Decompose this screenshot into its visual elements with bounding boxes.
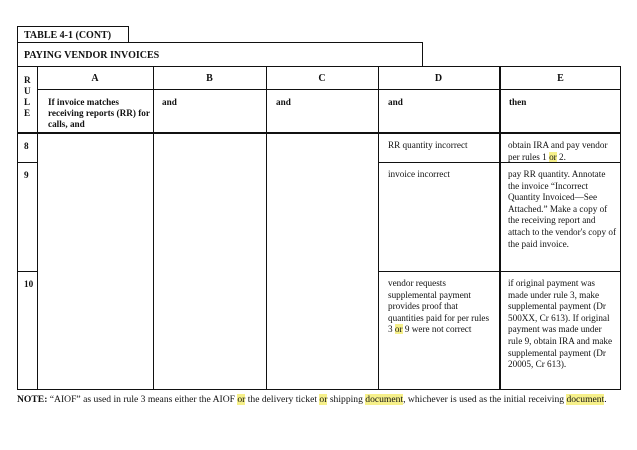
- rule-number: 9: [24, 170, 29, 180]
- row-8-action: obtain IRA and pay vendor per rules 1 or 2.: [508, 140, 608, 162]
- highlight: document: [365, 394, 404, 405]
- column-b-header: and: [162, 97, 177, 107]
- rule-letter: R: [24, 75, 31, 85]
- row-divider: [378, 271, 620, 272]
- column-e-header: then: [509, 97, 527, 107]
- column-c-header: and: [276, 97, 291, 107]
- highlight: or: [319, 394, 328, 405]
- row-divider: [18, 162, 37, 163]
- column-divider: [266, 67, 267, 389]
- column-letter-d: D: [434, 73, 443, 84]
- rule-number: 8: [24, 141, 29, 151]
- column-divider: [37, 67, 38, 389]
- row-10-condition-d: vendor requests supplemental payment provides proof that quantities paid for per rules 3 or 9 were not correct: [388, 278, 490, 335]
- column-a-header: If invoice matches receiving reports (RR) for calls, and: [48, 97, 150, 129]
- column-divider: [378, 67, 379, 389]
- table-title: PAYING VENDOR INVOICES: [17, 42, 423, 66]
- row-9-action: pay RR quantity. Annotate the invoice “Incorrect Quantity Invoiced—See Attached.” Make a copy of the receiving report and attach to the vendor's copy of the paid invoice.: [508, 169, 617, 249]
- column-letter-c: C: [318, 73, 326, 84]
- row-8-condition-d: RR quantity incorrect: [388, 140, 468, 150]
- table-number-label: TABLE 4-1 (CONT): [17, 26, 129, 42]
- column-divider: [499, 67, 501, 389]
- row-10-action: if original payment was made under rule 3, make supplemental payment (Dr 500XX, Cr 613). If original payment was made under rule 9, obtain IRA and make supplemental payment (Dr 20005, Cr 613).: [508, 278, 613, 370]
- column-divider: [153, 67, 154, 389]
- row-divider: [18, 271, 37, 272]
- column-letter-e: E: [557, 73, 564, 84]
- column-letter-a: A: [91, 73, 99, 84]
- row-9-condition-d: invoice incorrect: [388, 169, 450, 179]
- rule-letter: U: [24, 86, 31, 96]
- column-d-header: and: [388, 97, 403, 107]
- table-note: NOTE: “AIOF” as used in rule 3 means either the AIOF or the delivery ticket or shipping document, whichever is used as the initial receiving document.: [17, 394, 607, 405]
- rules-table: [17, 66, 621, 390]
- rule-letter: L: [24, 97, 31, 107]
- rule-letter: E: [24, 108, 31, 118]
- column-letter-b: B: [206, 73, 213, 84]
- note-label: NOTE:: [17, 394, 48, 405]
- highlight: document: [566, 394, 605, 405]
- highlight: or: [394, 324, 403, 335]
- highlight: or: [237, 394, 246, 405]
- rule-number: 10: [24, 279, 34, 289]
- header-bottom-rule: [18, 132, 620, 134]
- header-divider: [37, 89, 620, 90]
- highlight: or: [549, 151, 557, 162]
